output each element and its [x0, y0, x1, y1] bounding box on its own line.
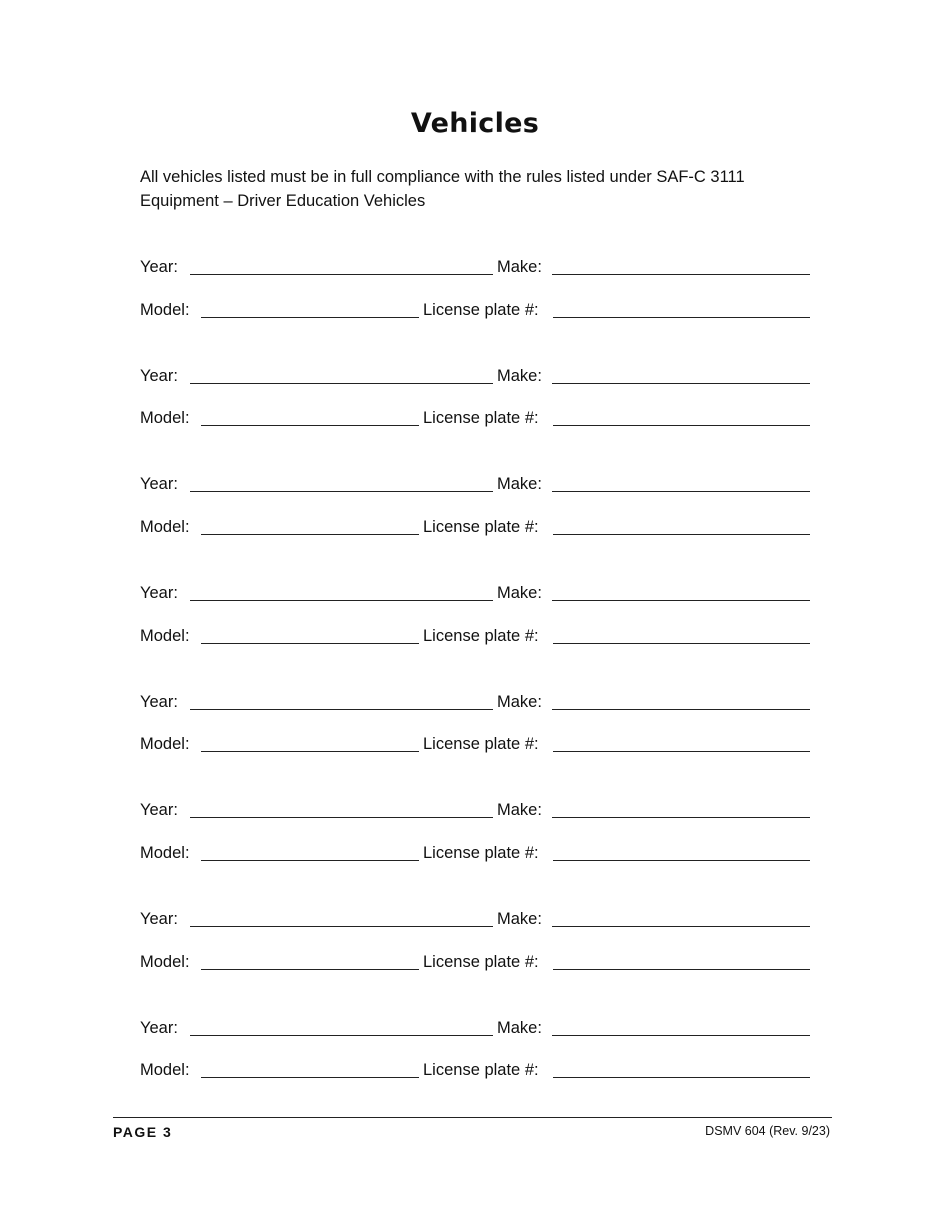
- license-plate-field[interactable]: [553, 425, 810, 426]
- model-field[interactable]: [201, 860, 419, 861]
- model-field[interactable]: [201, 1077, 419, 1078]
- license-plate-label: License plate #:: [423, 953, 539, 971]
- year-field[interactable]: [190, 491, 493, 492]
- make-label: Make:: [497, 801, 542, 819]
- model-field[interactable]: [201, 534, 419, 535]
- year-field[interactable]: [190, 600, 493, 601]
- license-plate-field[interactable]: [553, 534, 810, 535]
- make-label: Make:: [497, 584, 542, 602]
- license-plate-field[interactable]: [553, 860, 810, 861]
- year-label: Year:: [140, 801, 178, 819]
- year-label: Year:: [140, 1019, 178, 1037]
- make-label: Make:: [497, 367, 542, 385]
- license-plate-field[interactable]: [553, 969, 810, 970]
- license-plate-field[interactable]: [553, 1077, 810, 1078]
- model-label: Model:: [140, 1061, 190, 1079]
- license-plate-label: License plate #:: [423, 301, 539, 319]
- model-label: Model:: [140, 301, 190, 319]
- make-field[interactable]: [552, 817, 810, 818]
- make-label: Make:: [497, 910, 542, 928]
- year-field[interactable]: [190, 817, 493, 818]
- year-field[interactable]: [190, 1035, 493, 1036]
- year-label: Year:: [140, 367, 178, 385]
- model-field[interactable]: [201, 751, 419, 752]
- license-plate-label: License plate #:: [423, 409, 539, 427]
- model-label: Model:: [140, 735, 190, 753]
- year-label: Year:: [140, 910, 178, 928]
- make-label: Make:: [497, 258, 542, 276]
- license-plate-field[interactable]: [553, 751, 810, 752]
- license-plate-label: License plate #:: [423, 627, 539, 645]
- make-field[interactable]: [552, 709, 810, 710]
- make-field[interactable]: [552, 383, 810, 384]
- form-id: DSMV 604 (Rev. 9/23): [705, 1124, 830, 1138]
- license-plate-label: License plate #:: [423, 1061, 539, 1079]
- year-field[interactable]: [190, 383, 493, 384]
- model-label: Model:: [140, 627, 190, 645]
- model-label: Model:: [140, 844, 190, 862]
- license-plate-field[interactable]: [553, 317, 810, 318]
- page-number: PAGE 3: [113, 1124, 173, 1140]
- year-label: Year:: [140, 693, 178, 711]
- model-label: Model:: [140, 409, 190, 427]
- year-label: Year:: [140, 475, 178, 493]
- make-label: Make:: [497, 1019, 542, 1037]
- make-field[interactable]: [552, 491, 810, 492]
- year-field[interactable]: [190, 709, 493, 710]
- make-field[interactable]: [552, 600, 810, 601]
- model-field[interactable]: [201, 643, 419, 644]
- make-field[interactable]: [552, 1035, 810, 1036]
- make-field[interactable]: [552, 274, 810, 275]
- make-field[interactable]: [552, 926, 810, 927]
- page-title: Vehicles: [410, 108, 540, 139]
- model-label: Model:: [140, 953, 190, 971]
- make-label: Make:: [497, 475, 542, 493]
- footer-divider: [113, 1117, 832, 1118]
- license-plate-field[interactable]: [553, 643, 810, 644]
- make-label: Make:: [497, 693, 542, 711]
- model-field[interactable]: [201, 425, 419, 426]
- model-label: Model:: [140, 518, 190, 536]
- intro-text: All vehicles listed must be in full compliance with the rules listed under SAF-C 3111 Equipment – Driver Education Vehicles: [140, 168, 745, 210]
- license-plate-label: License plate #:: [423, 844, 539, 862]
- model-field[interactable]: [201, 969, 419, 970]
- year-field[interactable]: [190, 274, 493, 275]
- license-plate-label: License plate #:: [423, 735, 539, 753]
- year-label: Year:: [140, 258, 178, 276]
- year-field[interactable]: [190, 926, 493, 927]
- model-field[interactable]: [201, 317, 419, 318]
- license-plate-label: License plate #:: [423, 518, 539, 536]
- year-label: Year:: [140, 584, 178, 602]
